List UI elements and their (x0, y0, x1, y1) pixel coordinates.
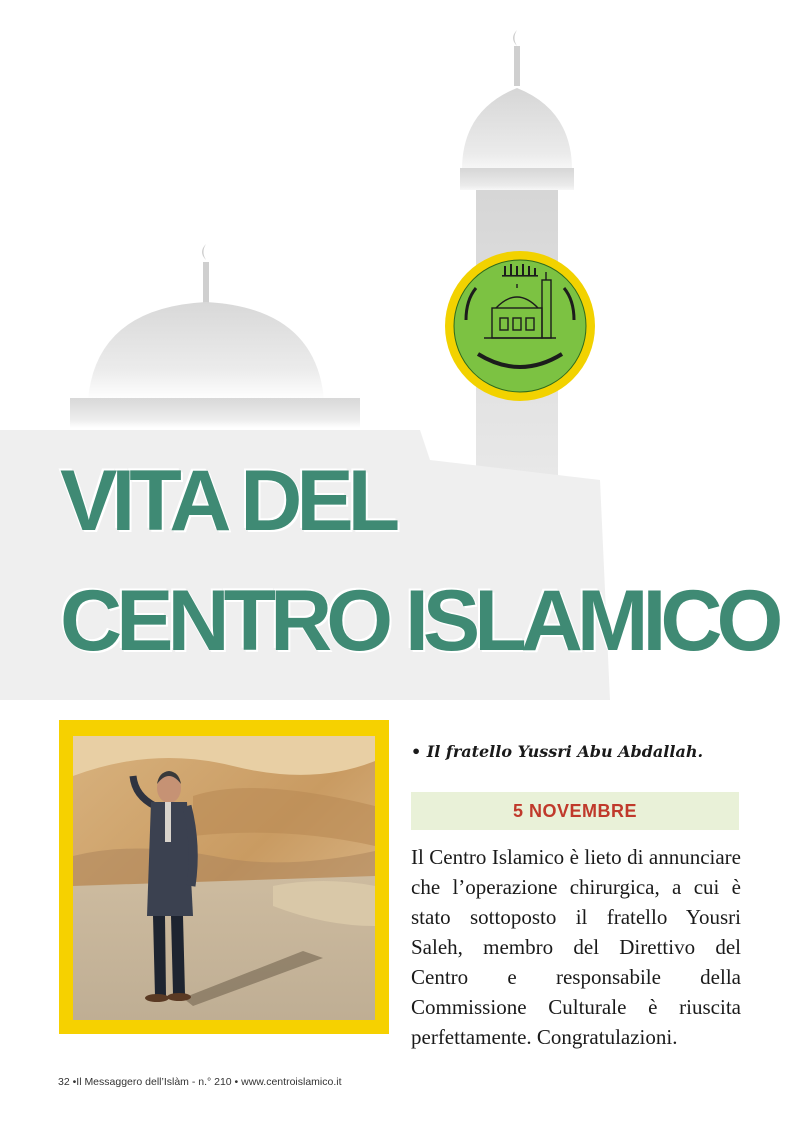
page-footer: 32 •Il Messaggero dell’Islàm - n.° 210 • www.centroislamico.it (58, 1076, 342, 1088)
section-title-line-2: CENTRO ISLAMICO (60, 573, 778, 669)
article-body: Il Centro Islamico è lieto di annunciare che l’operazione chirurgica, a cui è stato sottoposto il fratello Yousri Saleh, membro del Direttivo del Centro e responsabile della Commissione Culturale è riuscita perfettamente. Congratulazioni. (411, 845, 741, 1049)
man-standing-in-desert-photo (73, 736, 375, 1020)
photo-caption: • Il fratello Yussri Abu Abdallah. (411, 742, 704, 761)
date-label: 5 NOVEMBRE (512, 800, 638, 821)
section-title-line-1: VITA DEL (60, 453, 395, 549)
photo-frame (59, 720, 389, 1034)
date-bar (411, 792, 739, 830)
centro-islamico-logo (444, 250, 596, 402)
